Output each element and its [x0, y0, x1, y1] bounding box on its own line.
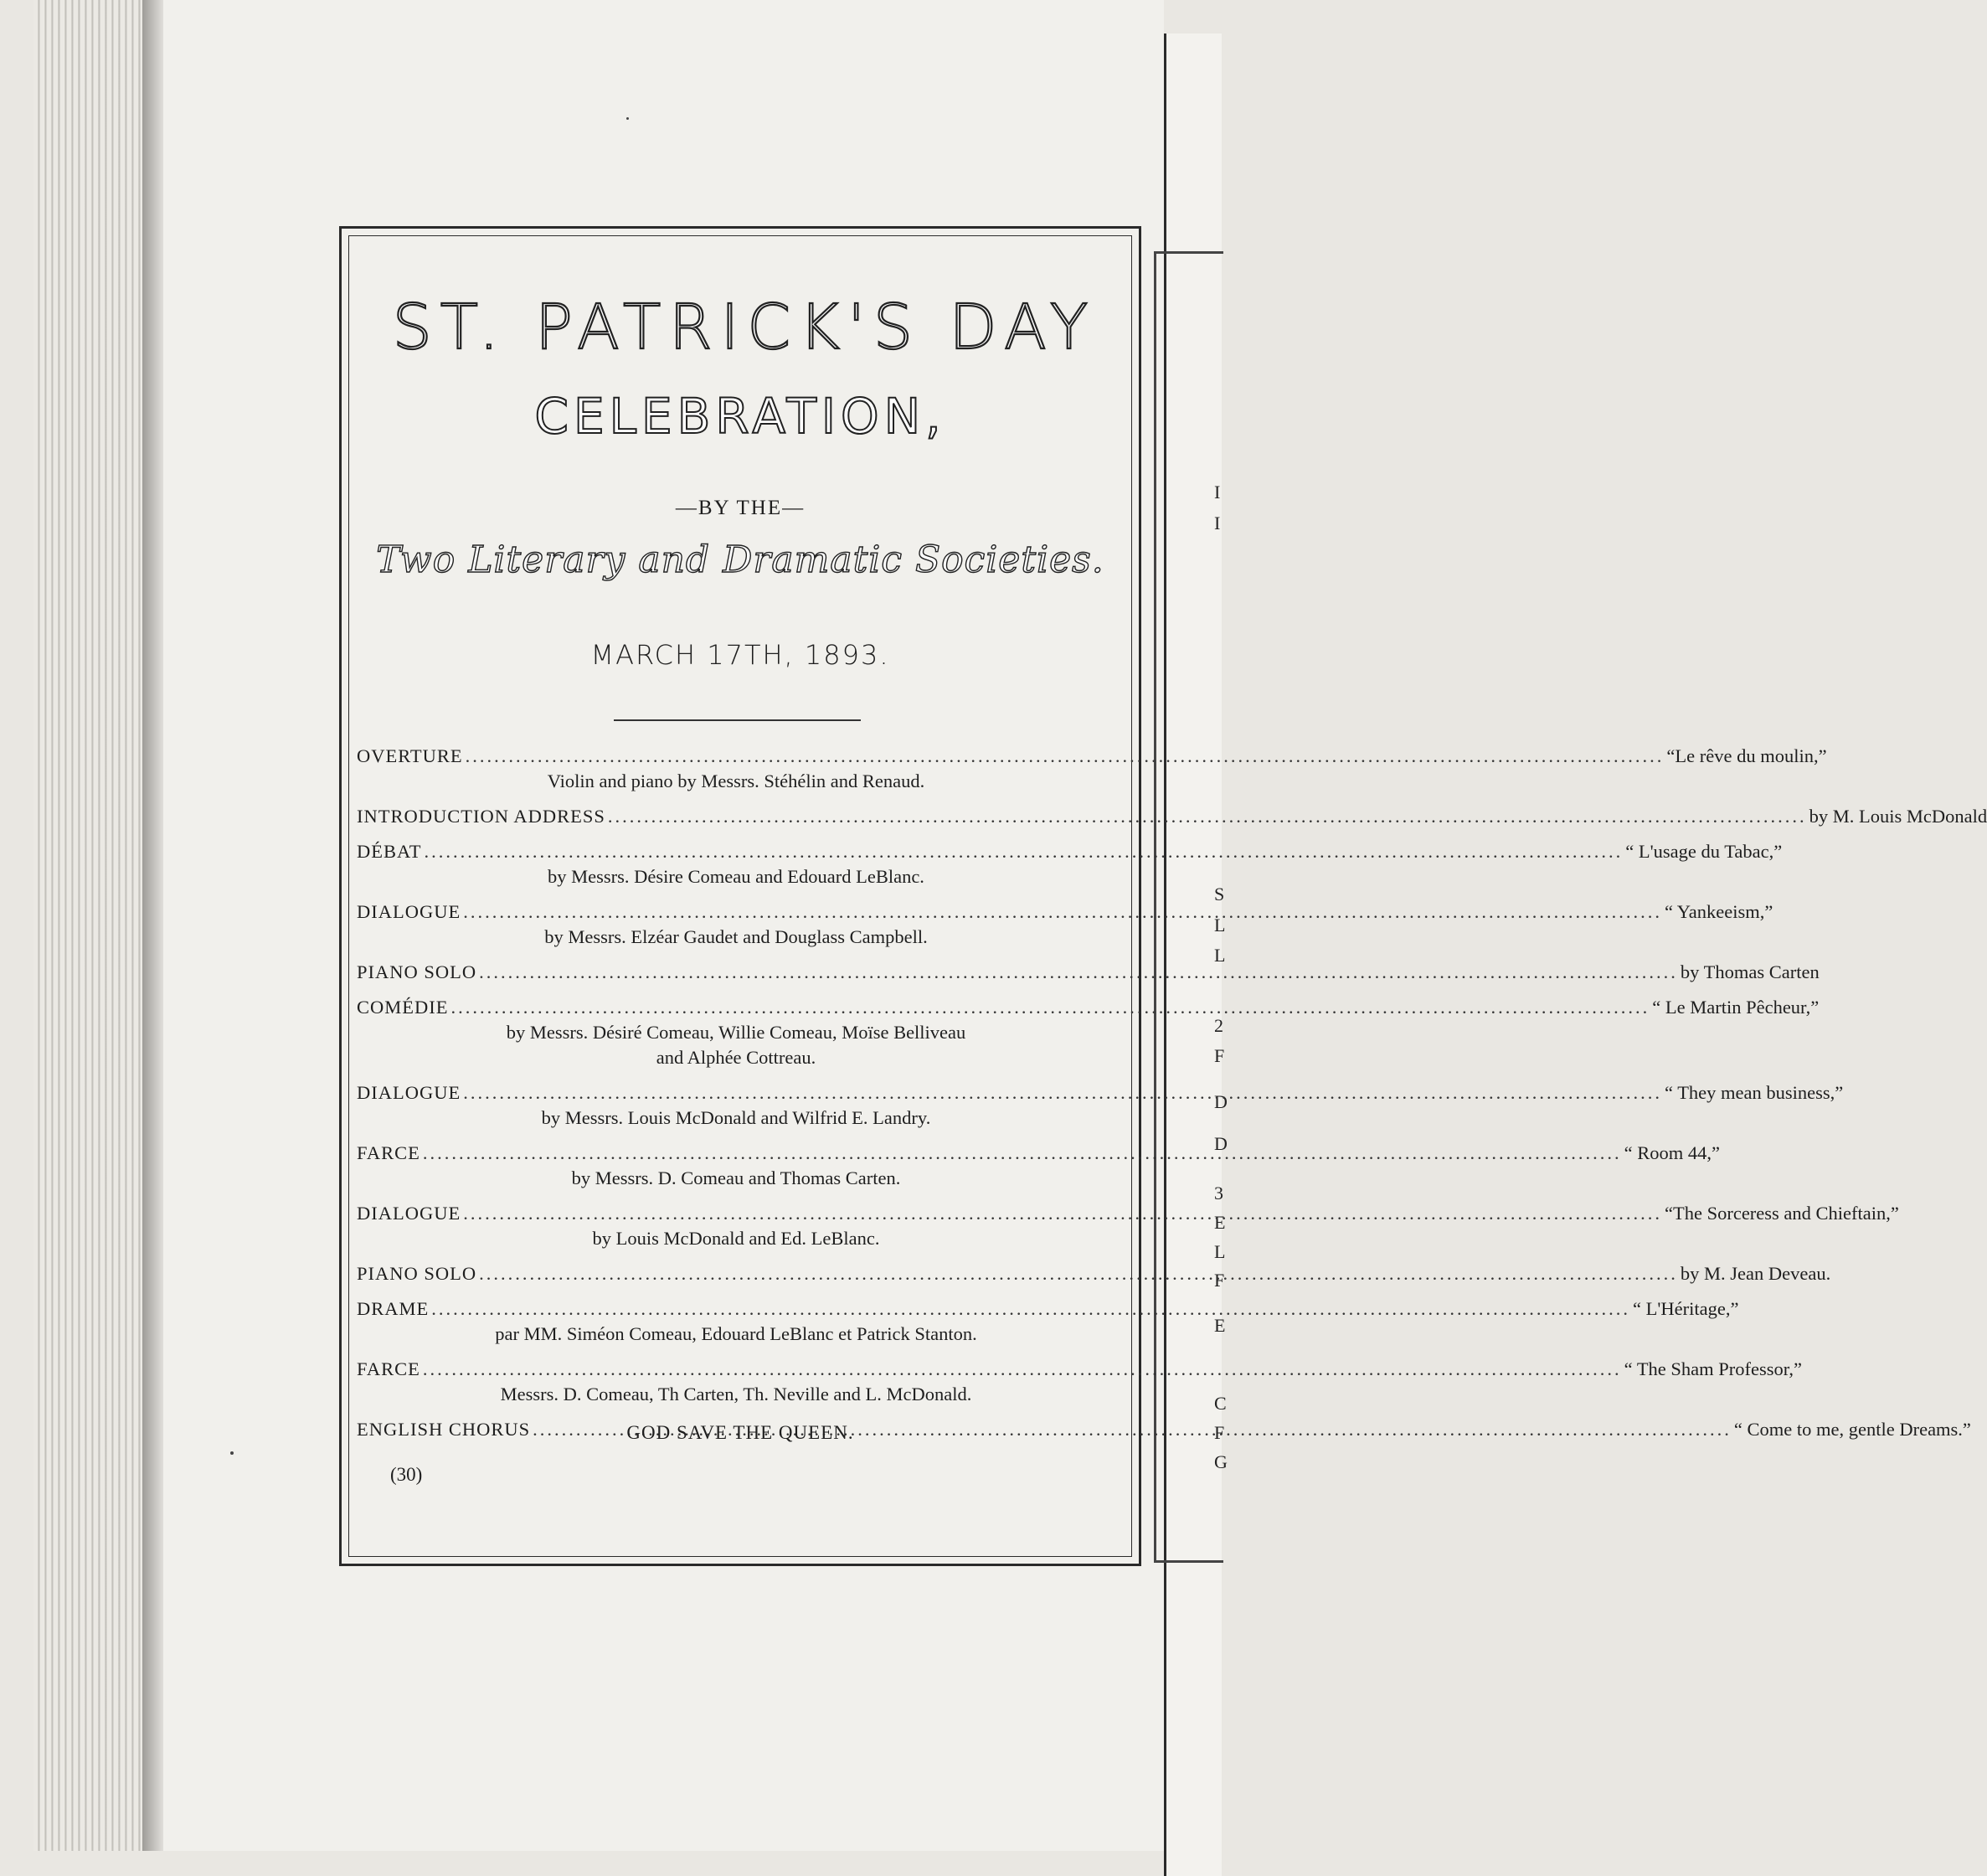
- programme-item-line: [357, 960, 1820, 985]
- dot-leader: [608, 804, 1807, 829]
- programme-item-title: “ Yankeeism,”: [1664, 901, 1773, 922]
- programme-item-performers: by Messrs. Désire Comeau and Edouard LeBlanc.: [548, 866, 924, 887]
- programme-item-line: [357, 1201, 1899, 1226]
- programme-item-performers: by Louis McDonald and Ed. LeBlanc.: [592, 1228, 880, 1249]
- programme-item-line: [357, 1296, 1739, 1322]
- programme-item-label: DIALOGUE: [357, 901, 461, 922]
- by-line: —BY THE—: [675, 497, 806, 519]
- programme-item-label: FARCE: [357, 1358, 420, 1379]
- programme-item-title: “ L'Héritage,”: [1633, 1298, 1739, 1319]
- programme-item-title: “ The Sham Professor,”: [1624, 1358, 1802, 1379]
- societies-heading: Two Literary and Dramatic Societies.: [376, 539, 1104, 581]
- programme-item-label: ENGLISH CHORUS: [357, 1419, 531, 1440]
- facing-page-fragment: 3: [1214, 1183, 1223, 1203]
- programme-item-line: [357, 1261, 1831, 1286]
- programme-item-performers: by Messrs. Désiré Comeau, Willie Comeau, Moïse Belliveau: [506, 1022, 966, 1043]
- programme-item-title: “ Le Martin Pêcheur,”: [1652, 997, 1820, 1018]
- programme-frame: [339, 226, 1987, 1566]
- programme-item: [357, 1261, 1831, 1286]
- programme-item: [357, 1141, 1720, 1191]
- programme-item-performers: Violin and piano by Messrs. Stéhélin and Renaud.: [547, 770, 925, 791]
- dot-leader: [466, 744, 1665, 769]
- facing-page-fragment: C: [1214, 1393, 1227, 1414]
- programme-item-label: DIALOGUE: [357, 1203, 461, 1224]
- programme-item-label: DÉBAT: [357, 841, 422, 862]
- closing-line: GOD SAVE THE QUEEN.: [626, 1422, 854, 1443]
- facing-page-fragment: F: [1214, 1045, 1225, 1066]
- facing-page-fragment: L: [1214, 915, 1226, 935]
- programme-item: [357, 1357, 1802, 1407]
- dot-leader: [479, 1261, 1678, 1286]
- programme-item-title: “The Sorceress and Chieftain,”: [1664, 1203, 1899, 1224]
- facing-page-fragment: D: [1214, 1133, 1228, 1154]
- programme-item: [357, 1296, 1739, 1347]
- dot-leader: [479, 960, 1678, 985]
- facing-page-fragment: I: [1214, 513, 1221, 533]
- facing-page-fragment: D: [1214, 1091, 1228, 1112]
- programme-item: [357, 804, 1987, 829]
- facing-page-fragment: L: [1214, 1241, 1226, 1262]
- divider-rule: [614, 719, 861, 721]
- programme-item-line: [357, 1357, 1802, 1382]
- facing-page-fragment: G: [1214, 1451, 1228, 1472]
- dot-leader: [451, 995, 1650, 1020]
- programme-item-line: [357, 899, 1773, 925]
- programme-item-performers: by Messrs. Elzéar Gaudet and Douglass Campbell.: [544, 926, 928, 947]
- programme-item-label: PIANO SOLO: [357, 1263, 477, 1284]
- programme-item-line: [357, 995, 1820, 1020]
- programme-item-performers: Messrs. D. Comeau, Th Carten, Th. Neville and L. McDonald.: [500, 1384, 972, 1404]
- programme-item-label: INTRODUCTION ADDRESS: [357, 806, 605, 827]
- dot-leader: [431, 1296, 1630, 1322]
- programme-list: [357, 744, 1987, 1452]
- programme-item-performers: par MM. Siméon Comeau, Edouard LeBlanc et Patrick Stanton.: [495, 1323, 977, 1344]
- programme-item-label: COMÉDIE: [357, 997, 449, 1018]
- programme-item: [357, 1080, 1844, 1131]
- dot-leader: [423, 1141, 1622, 1166]
- dot-leader: [425, 839, 1624, 864]
- dot-leader: [463, 1201, 1662, 1226]
- programme-item-line: [357, 744, 1827, 769]
- programme-item-title: “ L'usage du Tabac,”: [1625, 841, 1783, 862]
- programme-item: [357, 1201, 1899, 1251]
- programme-item-performers: and Alphée Cottreau.: [656, 1047, 816, 1068]
- programme-item: [357, 744, 1827, 794]
- facing-page-fragment: 2: [1214, 1015, 1223, 1036]
- programme-item-line: [357, 1141, 1720, 1166]
- paper-speck: [230, 1451, 234, 1455]
- programme-item-title: “ Room 44,”: [1624, 1142, 1720, 1163]
- programme-item-line: [357, 839, 1783, 864]
- programme-item-title: “ Come to me, gentle Dreams.”: [1733, 1419, 1971, 1440]
- dot-leader: [463, 899, 1662, 925]
- programme-item: [357, 960, 1820, 985]
- event-date: MARCH 17TH, 1893.: [590, 639, 890, 671]
- programme-item-line: [357, 804, 1987, 829]
- programme-item-label: DRAME: [357, 1298, 430, 1319]
- programme-item-title: by M. Jean Deveau.: [1680, 1263, 1831, 1284]
- programme-item-label: FARCE: [357, 1142, 420, 1163]
- programme-item: [357, 839, 1783, 889]
- programme-item: [357, 995, 1820, 1070]
- page-number: (30): [390, 1464, 423, 1485]
- paper-speck: [626, 117, 629, 120]
- programme-item-title: “Le rêve du moulin,”: [1666, 745, 1827, 766]
- programme-item: [357, 899, 1773, 950]
- facing-page-fragment: L: [1214, 945, 1226, 966]
- programme-item-title: by M. Louis McDonald: [1809, 806, 1987, 827]
- facing-page-fragment: E: [1214, 1212, 1226, 1233]
- programme-subtitle: CELEBRATION,: [534, 388, 946, 445]
- dot-leader: [423, 1357, 1622, 1382]
- programme-item-title: by Thomas Carten: [1680, 961, 1820, 982]
- facing-page-fragment: S: [1214, 884, 1225, 904]
- facing-page-fragment: F: [1214, 1422, 1225, 1443]
- programme-item-performers: by Messrs. D. Comeau and Thomas Carten.: [571, 1167, 901, 1188]
- programme-item-label: DIALOGUE: [357, 1082, 461, 1103]
- programme-item-line: [357, 1080, 1844, 1106]
- programme-item-label: PIANO SOLO: [357, 961, 477, 982]
- programme-title: ST. PATRICK'S DAY: [392, 291, 1097, 363]
- dot-leader: [463, 1080, 1662, 1106]
- facing-page-fragment: I: [1214, 482, 1221, 502]
- programme-item-label: OVERTURE: [357, 745, 463, 766]
- programme-item-performers: by Messrs. Louis McDonald and Wilfrid E. Landry.: [541, 1107, 931, 1128]
- facing-page-fragment: F: [1214, 1270, 1225, 1291]
- programme-item-title: “ They mean business,”: [1664, 1082, 1844, 1103]
- facing-page-fragment: E: [1214, 1315, 1226, 1336]
